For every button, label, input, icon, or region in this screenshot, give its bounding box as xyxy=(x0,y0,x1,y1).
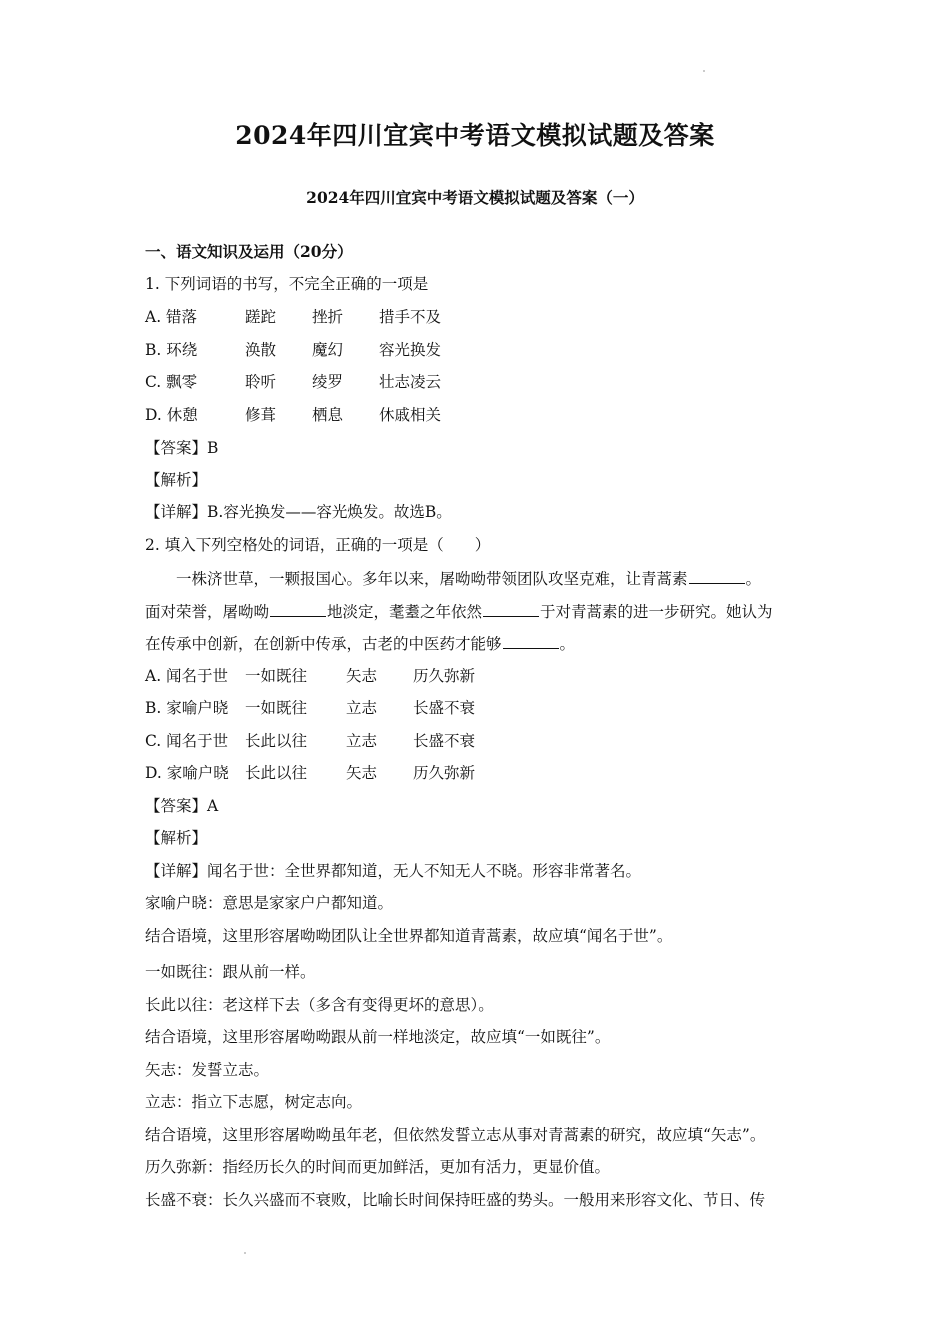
option-word: 长盛不衰 xyxy=(413,732,476,750)
option-word: 修葺 xyxy=(245,406,277,424)
option-word: C. 闻名于世 xyxy=(145,732,229,750)
option-word: 矢志 xyxy=(346,667,378,685)
option-word: 挫折 xyxy=(312,308,344,326)
question-2-detail-line: 立志：指立下志愿，树定志向。 xyxy=(145,1093,363,1111)
option-word: 长此以往 xyxy=(245,732,308,750)
document-subtitle: 2024年四川宜宾中考语文模拟试题及答案（一） xyxy=(306,188,644,207)
question-2-passage-line xyxy=(145,632,575,654)
question-1-stem: 1. 下列词语的书写，不完全正确的一项是 xyxy=(145,275,429,293)
question-2-option-b xyxy=(145,696,475,718)
option-word: A. 错落 xyxy=(145,308,198,326)
option-word: 一如既往 xyxy=(245,667,308,685)
passage-text: 于对青蒿素的进一步研究。她认为 xyxy=(540,603,773,621)
question-2-detail-line: 长盛不衰：长久兴盛而不衰败，比喻长时间保持旺盛的势头。一般用来形容文化、节日、传 xyxy=(145,1191,766,1209)
fill-blank xyxy=(270,602,326,617)
question-1-detail: 【详解】B.容光换发——容光焕发。故选B。 xyxy=(145,503,452,521)
question-2-option-d xyxy=(145,761,475,783)
question-1-option-d xyxy=(145,403,441,425)
option-word: D. 休憩 xyxy=(145,406,198,424)
passage-text: 地淡定，耄耋之年依然 xyxy=(327,603,483,621)
option-word: 历久弥新 xyxy=(413,667,476,685)
question-1-option-b xyxy=(145,338,441,360)
question-1-option-c xyxy=(145,370,441,392)
question-2-passage-line xyxy=(145,567,761,589)
question-2-option-a xyxy=(145,664,475,686)
page-mark xyxy=(703,70,705,72)
option-word: 涣散 xyxy=(245,341,277,359)
question-2-answer: 【答案】A xyxy=(145,797,219,815)
passage-text: 。 xyxy=(559,635,576,653)
question-2-stem: 2. 填入下列空格处的词语，正确的一项是（ ） xyxy=(145,536,491,554)
section-heading: 一、语文知识及运用（20分） xyxy=(145,242,353,261)
option-word: 聆听 xyxy=(245,373,277,391)
question-2-option-c xyxy=(145,729,475,751)
question-2-passage-line xyxy=(145,600,773,622)
question-2-detail-line: 一如既往：跟从前一样。 xyxy=(145,963,316,981)
question-2-analysis: 【解析】 xyxy=(145,829,208,847)
option-word: 栖息 xyxy=(312,406,344,424)
question-2-detail-line: 家喻户晓：意思是家家户户都知道。 xyxy=(145,894,394,912)
fill-blank xyxy=(503,634,559,649)
question-2-detail-line: 长此以往：老这样下去（多含有变得更坏的意思）。 xyxy=(145,996,494,1014)
question-2-detail-line: 历久弥新：指经历长久的时间而更加鲜活，更加有活力，更显价值。 xyxy=(145,1158,611,1176)
page-mark xyxy=(244,1252,246,1254)
question-2-detail-line: 结合语境，这里形容屠呦呦团队让全世界都知道青蒿素，故应填“闻名于世”。 xyxy=(145,927,673,945)
option-word: B. 家喻户晓 xyxy=(145,699,229,717)
fill-blank xyxy=(483,602,539,617)
passage-text: 在传承中创新，在创新中传承，古老的中医药才能够 xyxy=(145,635,502,653)
option-word: 措手不及 xyxy=(379,308,442,326)
option-word: B. 环绕 xyxy=(145,341,198,359)
passage-text: 面对荣誉，屠呦呦 xyxy=(145,603,270,621)
question-2-detail-line: 结合语境，这里形容屠呦呦虽年老，但依然发誓立志从事对青蒿素的研究，故应填“矢志”。 xyxy=(145,1126,766,1144)
question-1-analysis: 【解析】 xyxy=(145,471,208,489)
option-word: C. 飘零 xyxy=(145,373,198,391)
question-2-detail-line: 【详解】闻名于世：全世界都知道，无人不知无人不晓。形容非常著名。 xyxy=(145,862,642,880)
option-word: D. 家喻户晓 xyxy=(145,764,229,782)
option-word: 立志 xyxy=(346,732,378,750)
passage-text: 。 xyxy=(745,570,762,588)
option-word: 容光换发 xyxy=(379,341,442,359)
option-word: 绫罗 xyxy=(312,373,344,391)
document-title: 2024年四川宜宾中考语文模拟试题及答案 xyxy=(235,121,715,150)
fill-blank xyxy=(689,569,745,584)
option-word: 蹉跎 xyxy=(245,308,277,326)
option-word: 长此以往 xyxy=(245,764,308,782)
passage-text: 一株济世草，一颗报国心。多年以来，屠呦呦带领团队攻坚克难，让青蒿素 xyxy=(176,570,688,588)
option-word: 休戚相关 xyxy=(379,406,442,424)
option-word: 立志 xyxy=(346,699,378,717)
question-2-detail-line: 矢志：发誓立志。 xyxy=(145,1061,270,1079)
option-word: 历久弥新 xyxy=(413,764,476,782)
option-word: 壮志凌云 xyxy=(379,373,442,391)
option-word: 一如既往 xyxy=(245,699,308,717)
option-word: 魔幻 xyxy=(312,341,344,359)
option-word: 矢志 xyxy=(346,764,378,782)
question-2-detail-line: 结合语境，这里形容屠呦呦跟从前一样地淡定，故应填“一如既往”。 xyxy=(145,1028,611,1046)
option-word: A. 闻名于世 xyxy=(145,667,229,685)
question-1-option-a xyxy=(145,305,441,327)
option-word: 长盛不衰 xyxy=(413,699,476,717)
question-1-answer: 【答案】B xyxy=(145,439,219,457)
